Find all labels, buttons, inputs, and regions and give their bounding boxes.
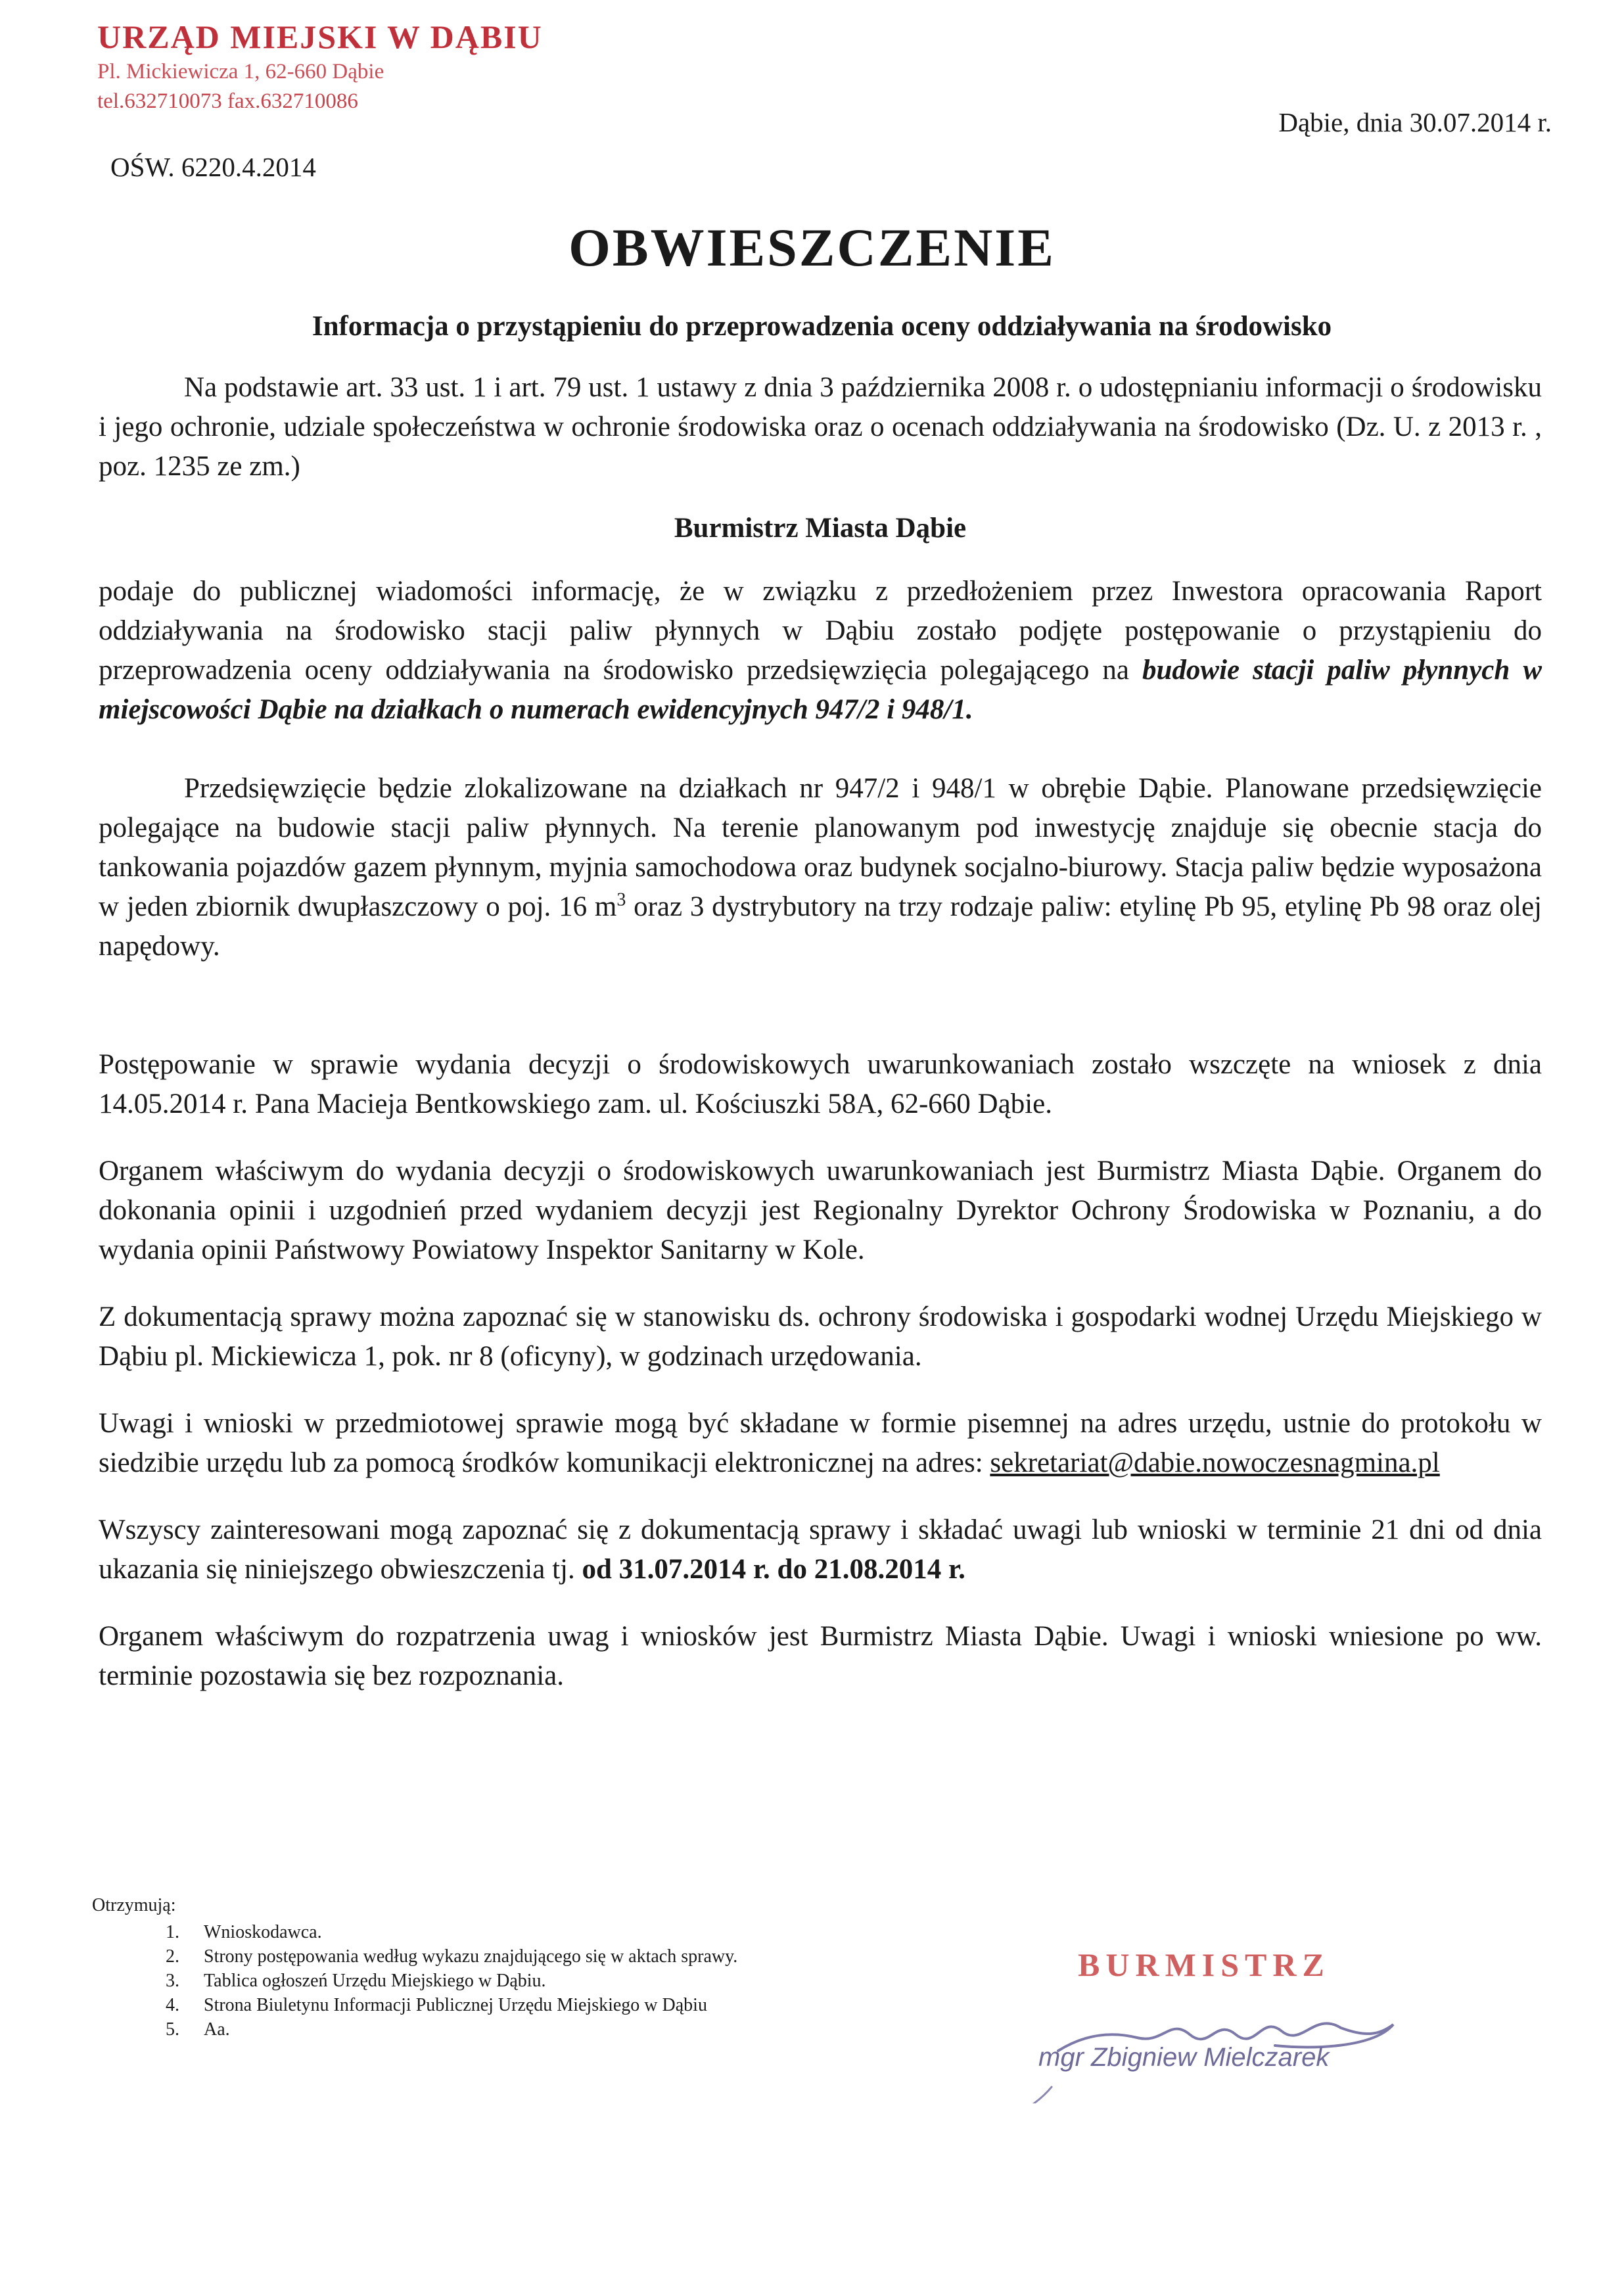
email-link[interactable]: sekretariat@dabie.nowoczesnagmina.pl bbox=[990, 1447, 1440, 1478]
document-body bbox=[99, 368, 1542, 1696]
recipient-item: 5. Aa. bbox=[184, 2017, 737, 2042]
document-title: OBWIESZCZENIE bbox=[568, 218, 1056, 277]
recipients-list bbox=[92, 1893, 737, 2042]
document-subtitle: Informacja o przystąpieniu do przeprowadzenia oceny oddziaływania na środowisko bbox=[312, 311, 1332, 342]
closing-paragraph: Organem właściwym do rozpatrzenia uwag i wniosków jest Burmistrz Miasta Dąbie. Uwagi i wnioski wniesione po ww. terminie pozostawia się bez rozpoznania. bbox=[99, 1621, 1542, 1691]
comments-paragraph bbox=[99, 1404, 1542, 1483]
documentation-paragraph: Z dokumentacją sprawy można zapoznać się w stanowisku ds. ochrony środowiska i gospodarki wodnej Urzędu Miejskiego w Dąbiu pl. Mickiewicza 1, pok. nr 8 (oficyny), w godzinach urzędowania. bbox=[99, 1301, 1542, 1372]
signature-name: mgr Zbigniew Mielczarek bbox=[1038, 2043, 1330, 2072]
project-location-text-end: oraz 3 dystrybutory na trzy rodzaje paliw: etylinę Pb 95, etylinę Pb 98 oraz olej napędowy. bbox=[99, 891, 1542, 962]
project-location-paragraph bbox=[99, 769, 1542, 966]
project-location-text: Przedsięwzięcie będzie zlokalizowane na działkach nr 947/2 i 948/1 w obrębie Dąbie. Planowane przedsięwzięcie polegające na budowie stacji paliw płynnych. Na terenie planowanym pod inwestycję znajduje się obecnie stacja do tankowania pojazdów gazem płynnym, myjnia samochodowa oraz budynek socjalno-biurowy. Stacja paliw będzie wyposażona w jeden zbiornik dwupłaszczowy o poj. 16 m bbox=[99, 773, 1542, 922]
deadline-text: Wszyscy zainteresowani mogą zapoznać się z dokumentacją sprawy i składać uwagi lub wnioski w terminie 21 dni od dnia ukazania się niniejszego obwieszczenia tj. bbox=[99, 1514, 1542, 1585]
project-description: budowie stacji paliw płynnych w miejscowości Dąbie na działkach o numerach ewidencyjnych 947/2 i 948/1. bbox=[99, 655, 1542, 725]
stamp-address: Pl. Mickiewicza 1, 62-660 Dąbie bbox=[97, 60, 384, 83]
authority-heading: Burmistrz Miasta Dąbie bbox=[674, 513, 967, 544]
handwritten-signature-icon bbox=[973, 1972, 1433, 2103]
recipient-item: 1. Wnioskodawca. bbox=[184, 1920, 737, 1944]
signature-block bbox=[973, 1946, 1433, 2103]
cubic-superscript: 3 bbox=[616, 889, 626, 910]
recipients-label: Otrzymują: bbox=[92, 1895, 176, 1915]
stamp-office-name: URZĄD MIEJSKI W DĄBIU bbox=[97, 18, 543, 55]
deadline-period: od 31.07.2014 r. do 21.08.2014 r. bbox=[582, 1554, 965, 1585]
recipient-item: 3. Tablica ogłoszeń Urzędu Miejskiego w Dąbiu. bbox=[184, 1969, 737, 1993]
document-date: Dąbie, dnia 30.07.2014 r. bbox=[1278, 107, 1552, 137]
signature-title: BURMISTRZ bbox=[1078, 1946, 1330, 1983]
announcement-text: podaje do publicznej wiadomości informację, że w związku z przedłożeniem przez Inwestora opracowania Raport oddziaływania na środowisko stacji paliw płynnych w Dąbiu zostało podjęte postępowanie o przystąpieniu do przeprowadzenia oceny oddziaływania na środowisko przedsięwzięcia polegającego na bbox=[99, 576, 1542, 686]
office-stamp bbox=[97, 17, 543, 116]
stamp-contact: tel.632710073 fax.632710086 bbox=[97, 89, 358, 113]
legal-basis-paragraph: Na podstawie art. 33 ust. 1 i art. 79 ust. 1 ustawy z dnia 3 października 2008 r. o udostępnianiu informacji o środowisku i jego ochronie, udziale społeczeństwa w ochronie środowiska oraz o ocenach oddziaływania na środowisko (Dz. U. z 2013 r. , poz. 1235 ze zm.) bbox=[99, 372, 1542, 482]
recipient-item: 4. Strona Biuletynu Informacji Publicznej Urzędu Miejskiego w Dąbiu bbox=[184, 1993, 737, 2017]
recipient-item: 2. Strony postępowania według wykazu znajdującego się w aktach sprawy. bbox=[184, 1944, 737, 1969]
proceedings-paragraph: Postępowanie w sprawie wydania decyzji o środowiskowych uwarunkowaniach zostało wszczęte na wniosek z dnia 14.05.2014 r. Pana Macieja Bentkowskiego zam. ul. Kościuszki 58A, 62-660 Dąbie. bbox=[99, 1049, 1542, 1119]
deadline-paragraph bbox=[99, 1510, 1542, 1589]
reference-number: OŚW. 6220.4.2014 bbox=[110, 152, 316, 182]
competent-authority-paragraph: Organem właściwym do wydania decyzji o środowiskowych uwarunkowaniach jest Burmistrz Miasta Dąbie. Organem do dokonania opinii i uzgodnień przed wydaniem decyzji jest Regionalny Dyrektor Ochrony Środowiska w Poznaniu, a do wydania opinii Państwowy Powiatowy Inspektor Sanitarny w Kole. bbox=[99, 1156, 1542, 1265]
announcement-paragraph bbox=[99, 572, 1542, 730]
comments-text: Uwagi i wnioski w przedmiotowej sprawie mogą być składane w formie pisemnej na adres urzędu, ustnie do protokołu w siedzibie urzędu lub za pomocą środków komunikacji elektronicznej na adres: bbox=[99, 1408, 1542, 1478]
